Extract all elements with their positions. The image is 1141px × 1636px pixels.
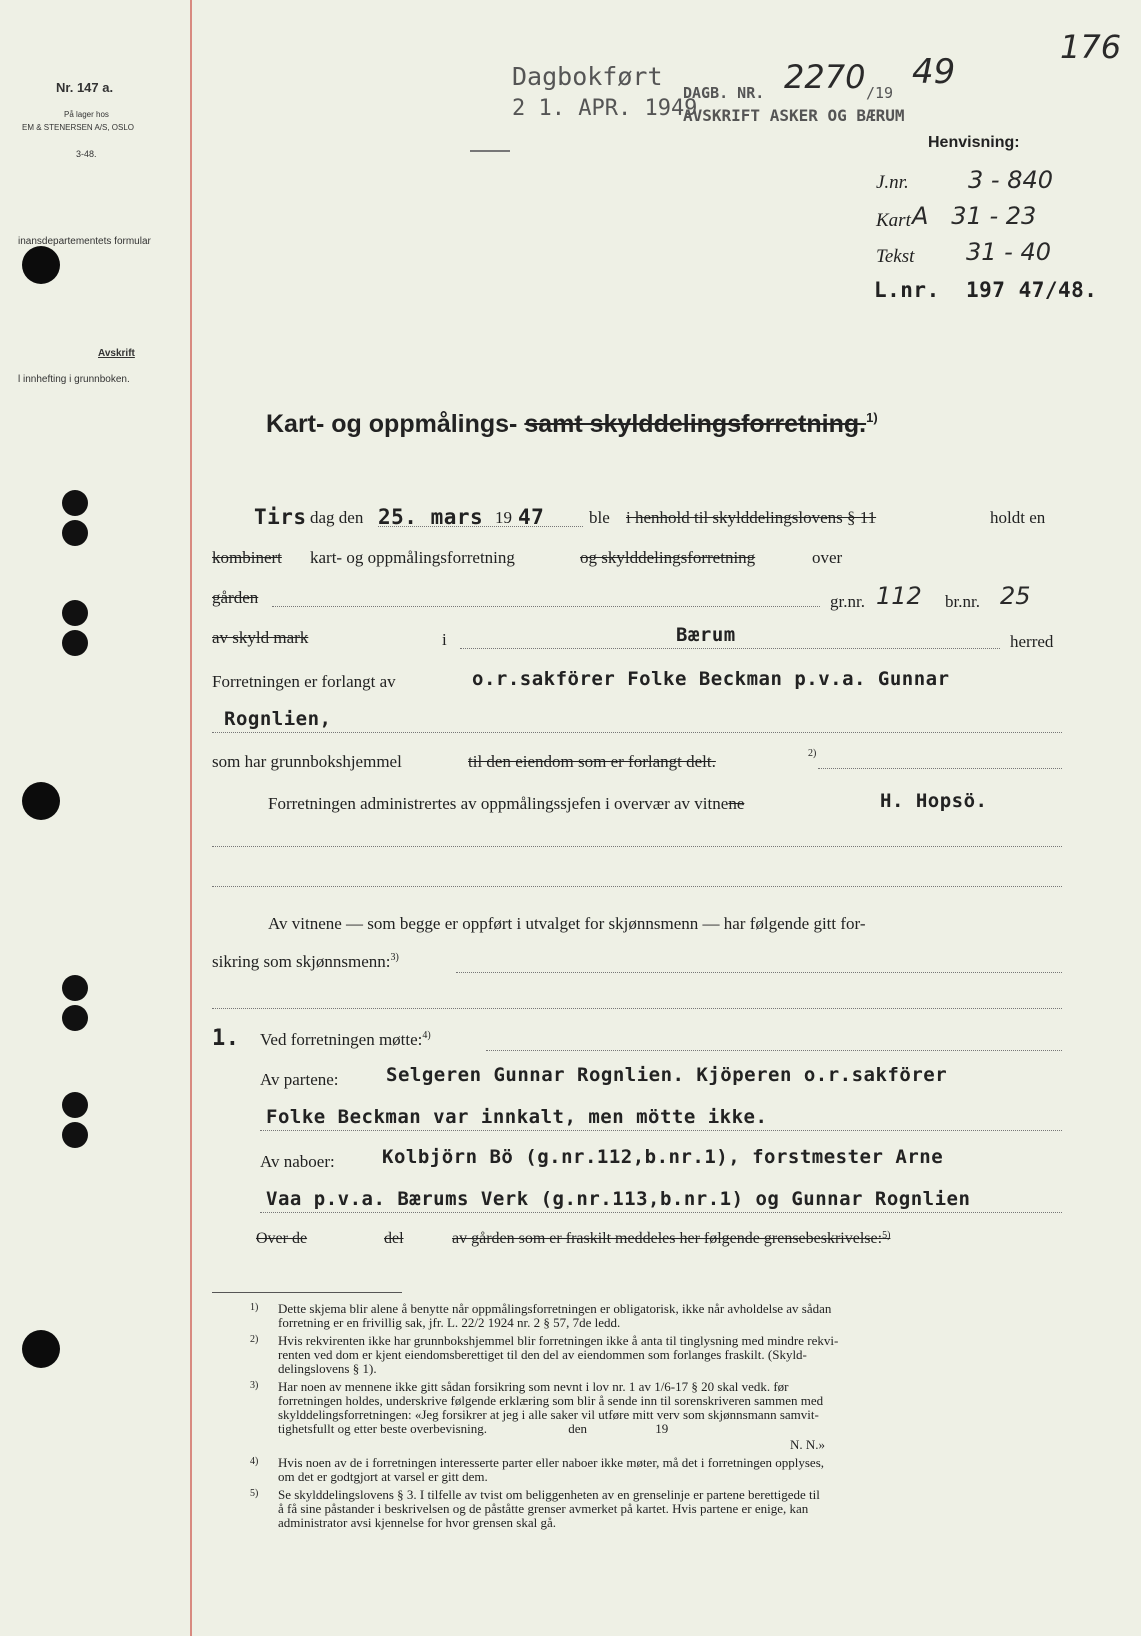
admin-label: Forretningen administrertes av oppmålingssjefen i overvær av vitnene xyxy=(268,794,745,813)
struck-over-de: Over de xyxy=(256,1230,308,1247)
struck-skyld-mark: av skyld mark xyxy=(212,628,309,647)
copy-note: l innhefting i grunnboken. xyxy=(18,374,130,385)
parties-line-2: Folke Beckman var innkalt, men mötte ikke. xyxy=(266,1106,768,1128)
day-prefix: Tirs xyxy=(254,505,307,529)
stamp-dagb-number: 2270 xyxy=(784,58,866,96)
witness-text-2: sikring som skjønnsmenn:$^{3)}$ xyxy=(212,952,399,971)
document-title xyxy=(266,410,878,439)
witness-text-1: Av vitnene — som begge er oppført i utvalget for skjønnsmenn — har følgende gitt for- xyxy=(268,914,866,933)
struck-grunnbok: til den eiendom som er forlangt delt. xyxy=(468,752,716,771)
kart-value: A 31 - 23 xyxy=(912,202,1037,230)
requested-by-1: o.r.sakförer Folke Beckman p.v.a. Gunnar xyxy=(472,668,950,690)
struck-boundary: av gården som er fraskilt meddeles her følgende grensebeskrivelse:$^{5)}$ xyxy=(452,1230,891,1247)
witness-name: H. Hopsö. xyxy=(880,790,988,812)
ble-text: ble xyxy=(589,508,610,527)
publisher-line-1: På lager hos xyxy=(64,110,109,119)
binder-ring xyxy=(62,490,88,548)
struck-garden: gården xyxy=(212,588,259,607)
grnr-label: gr.nr. xyxy=(830,592,865,611)
title-main: Kart- og oppmålings- xyxy=(266,410,518,438)
binder-ring xyxy=(62,975,88,1033)
page-number: 176 xyxy=(1060,28,1122,66)
stamp-dagbokfort: Dagbokført xyxy=(512,62,663,91)
struck-kombinert: kombinert xyxy=(212,548,282,567)
neighbours-label: Av naboer: xyxy=(260,1152,335,1171)
reference-heading: Henvisning: xyxy=(928,134,1020,151)
department-label: inansdepartementets formular xyxy=(18,236,151,247)
requested-label: Forretningen er forlangt av xyxy=(212,672,396,691)
title-note: 1) xyxy=(866,410,878,425)
day-suffix: dag den xyxy=(310,508,364,527)
jnr-label: J.nr. xyxy=(876,172,909,193)
over-text: over xyxy=(812,548,843,567)
dash-mark xyxy=(470,150,510,152)
date-value: 25. mars xyxy=(378,505,484,529)
margin-line xyxy=(190,0,192,1636)
neighbours-line-1: Kolbjörn Bö (g.nr.112,b.nr.1), forstmester Arne xyxy=(382,1146,944,1168)
struck-skylddeling: og skylddelingsforretning xyxy=(580,548,756,567)
holdt-en: holdt en xyxy=(990,508,1046,527)
parties-line-1: Selgeren Gunnar Rognlien. Kjöperen o.r.sakförer xyxy=(386,1064,948,1086)
neighbours-line-2: Vaa p.v.a. Bærums Verk (g.nr.113,b.nr.1) og Gunnar Rognlien xyxy=(266,1188,971,1210)
item-number: 1. xyxy=(212,1026,240,1051)
kart-text: kart- og oppmålingsforretning xyxy=(310,548,515,567)
stamp-year-prefix: /19 xyxy=(866,84,894,102)
form-edition: 3-48. xyxy=(76,149,97,159)
struck-del: del xyxy=(384,1230,404,1247)
punch-hole xyxy=(22,246,60,284)
attendance-label: Ved forretningen møtte:$^{4)}$ xyxy=(260,1030,431,1049)
struck-law: i henhold til skylddelingslovens § 11 xyxy=(626,508,877,527)
grnr-value: 112 xyxy=(876,582,922,610)
lnr-value: 197 47/48. xyxy=(966,278,1098,302)
stamp-dagb-prefix: DAGB. NR. xyxy=(683,84,765,102)
grunnbok-note: 2) xyxy=(808,748,817,759)
punch-hole xyxy=(22,1330,60,1368)
document-page: Nr. 147 a. På lager hos EM & STENERSEN A/S, OSLO 3-48. inansdepartementets formular Avskrift l innhefting i grunnboken. 176 Dagbokført 2 1. APR. 1949 DAGB. NR. 2270 /19 49 AVSKRIFT ASKER OG BÆRUM Henvisning: J.nr. 3 - 840 Kart A 31 - 23 Tekst 31 - 40 L.nr. 197 47/48. Kart- og oppmålings- samt skylddelingsforretning.$^{1)}$ Tirs dag den 25. mars 19 47 ble i henhold til skylddelingslovens § 11 holdt en kombinert kart- og oppmålingsforretning og skylddelingsforretning over gården gr.nr. 112 br.nr. 25 av skyld mark i Bærum herred Forretningen er forlangt av o.r.sakförer Folke Beckman p.v.a. Gunnar Rognlien, som har grunnbokshjemmel til den eiendom som er forlangt delt. 2) Forretningen administrertes av oppmålingssjefen i overvær av vitnene H. Hopsö. Av vitnene — som begge er oppført i utvalget for skjønnsmenn — har følgende gitt for- sikring som skjønnsmenn:$^{3)}$ 1. Ved forretningen møtte:$^{4)}$ Av partene: Selgeren Gunnar Rognlien. Kjöperen o.r.sakförer Folke Beckman var innkalt, men mötte ikke. Av naboer: Kolbjörn Bö (g.nr.112,b.nr.1), forstmester Arne Vaa p.v.a. Bærums Verk (g.nr.113,b.nr.1) og Gunnar Rognlien Over de del av gården som er fraskilt meddeles her følgende grensebeskrivelse:$^{5)}$ 1) Dette skjema blir alene å benytte når oppmålingsforretningen er obligatorisk, ikke når avholdelse av sådan forretning er en frivillig sak, jfr. L. 22/2 1924 nr. 2 § 57, 7de ledd. 2) Hvis rekvirenten ikke har grunnbokshjemmel blir forretningen ikke å anta til tinglysning med mindre rekvi- renten ved dom er kjent eiendomsberettiget til den del av eiendommen som forlanges fraskilt. (Skyld- delingslovens § 1). 3) Har noen av mennene ikke gitt sådan forsikring som nevnt i lov nr. 1 av 1/6-17 § 20 skal vedk. før forretningen holdes, underskrive følgende erklæring som blir å sende inn til sorenskriveren sammen med skylddelingsforretningen: «Jeg forsikrer at jeg i alle saker vil utføre mitt verv som skjønnsmann samvit- tighetsfullt og etter beste overbevisning. den 19 N. N.» 4) Hvis noen av de i forretningen interesserte parter eller naboer ikke møter, må det i forretningen opplyses, om det er godtgjort at varsel er gitt dem. 5) Se skylddelingslovens § 3. I tilfelle av tvist om beliggenheten av en grenselinje er partene berettigede til å få sine påstander i beskrivelsen og de påståtte grenser avmerket på kartet. Hvis partene er enige, kan administrator avsi kjennelse for hvor grensen skal gå. xyxy=(0,0,1141,1636)
kart-label: Kart xyxy=(876,210,911,231)
form-number: Nr. 147 a. xyxy=(56,80,114,95)
stamp-office: AVSKRIFT ASKER OG BÆRUM xyxy=(683,106,905,125)
brnr-value: 25 xyxy=(1000,582,1031,610)
tekst-label: Tekst xyxy=(876,246,915,267)
year-prefix: 19 xyxy=(495,508,512,527)
year-value: 47 xyxy=(518,505,545,529)
footnote-separator xyxy=(212,1292,402,1293)
punch-hole xyxy=(22,782,60,820)
parties-label: Av partene: xyxy=(260,1070,339,1089)
stamp-date: 2 1. APR. 1949 xyxy=(512,96,698,121)
binder-ring xyxy=(62,1092,88,1150)
publisher-line-2: EM & STENERSEN A/S, OSLO xyxy=(22,123,135,132)
grunnbok-label: som har grunnbokshjemmel xyxy=(212,752,402,771)
herred-name: Bærum xyxy=(676,624,736,646)
title-struck: samt skylddelingsforretning. xyxy=(524,410,867,438)
copy-label: Avskrift xyxy=(98,348,135,359)
binder-ring xyxy=(62,600,88,658)
brnr-label: br.nr. xyxy=(945,592,980,611)
requested-by-2: Rognlien, xyxy=(224,708,332,730)
i-label: i xyxy=(442,630,447,649)
herred-label: herred xyxy=(1010,632,1054,651)
lnr-label: L.nr. xyxy=(874,278,940,302)
tekst-value: 31 - 40 xyxy=(966,238,1051,266)
stamp-year: 49 xyxy=(912,52,956,92)
jnr-value: 3 - 840 xyxy=(968,166,1053,194)
